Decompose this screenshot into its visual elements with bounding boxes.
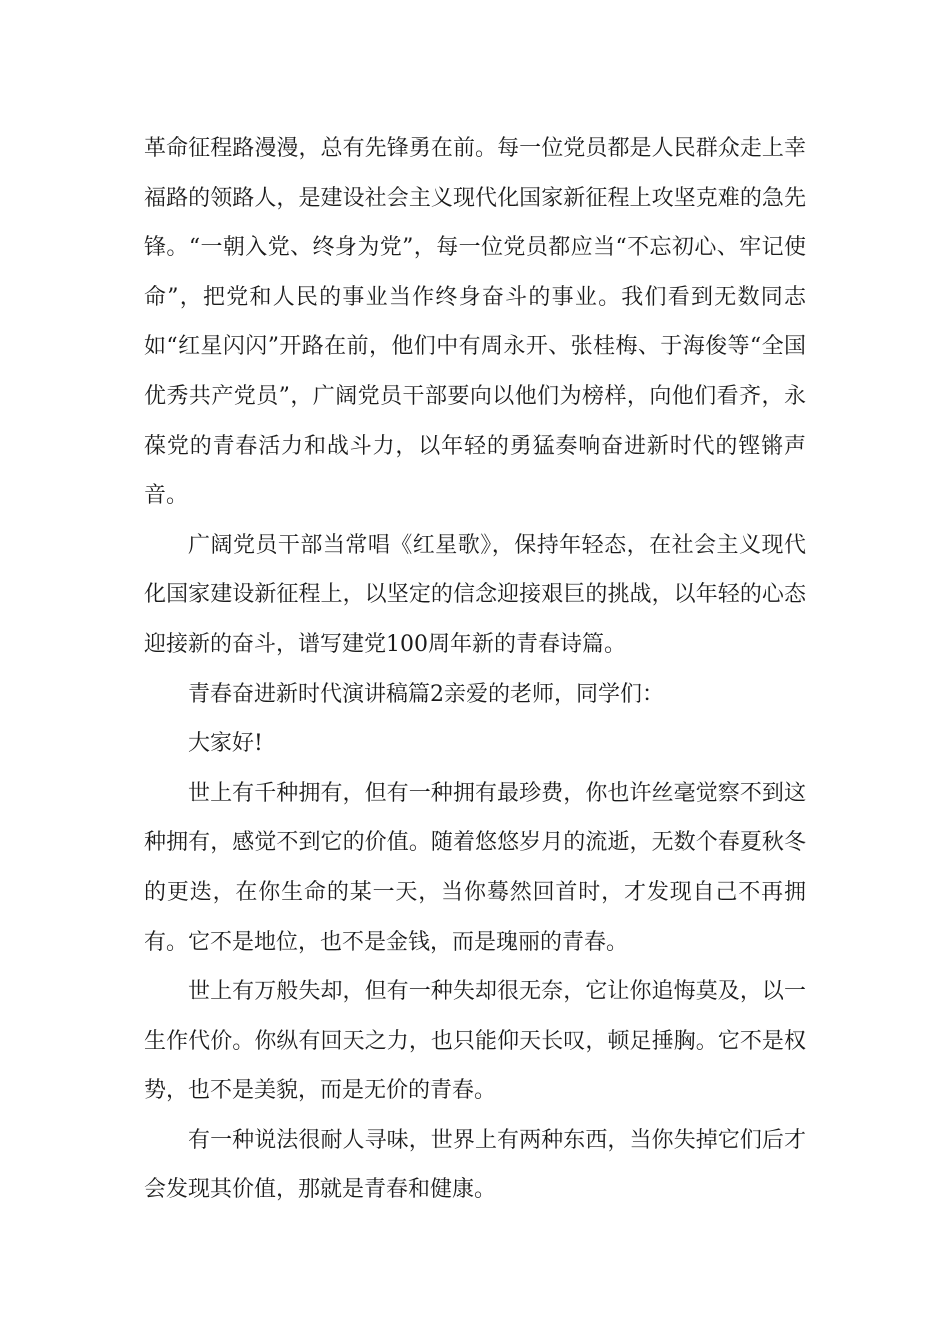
paragraph-6: 世上有万般失却，但有一种失却很无奈，它让你追悔莫及，以一生作代价。你纵有回天之力，也只能仰天长叹，顿足捶胸。它不是权势，也不是美貌，而是无价的青春。	[144, 979, 806, 1104]
paragraph-4: 大家好!	[188, 731, 263, 757]
paragraph-2: 广阔党员干部当常唱《红星歌》，保持年轻态，在社会主义现代化国家建设新征程上，以坚定的信念迎接艰巨的挑战，以年轻的心态迎接新的奋斗，谱写建党100周年新的青春诗篇。	[144, 532, 806, 657]
paragraph-1: 革命征程路漫漫，总有先锋勇在前。每一位党员都是人民群众走上幸福路的领路人，是建设社会主义现代化国家新征程上攻坚克难的急先锋。“一朝入党、终身为党”，每一位党员都应当“不忘初心、牢记使命”，把党和人民的事业当作终身奋斗的事业。我们看到无数同志如“红星闪闪”开路在前，他们中有周永开、张桂梅、于海俊等“全国优秀共产党员”，广阔党员干部要向以他们为榜样，向他们看齐，永葆党的青春活力和战斗力，以年轻的勇猛奏响奋进新时代的铿锵声音。	[144, 136, 806, 509]
document-page	[144, 124, 806, 1215]
paragraph-3: 青春奋进新时代演讲稿篇2亲爱的老师，同学们：	[188, 681, 664, 707]
paragraph-5: 世上有千种拥有，但有一种拥有最珍费，你也许丝毫觉察不到这种拥有，感觉不到它的价值。随着悠悠岁月的流逝，无数个春夏秋冬的更迭，在你生命的某一天，当你蓦然回首时，才发现自己不再拥有。它不是地位，也不是金钱，而是瑰丽的青春。	[144, 780, 806, 955]
paragraph-7: 有一种说法很耐人寻味，世界上有两种东西，当你失掉它们后才会发现其价值，那就是青春和健康。	[144, 1127, 806, 1203]
